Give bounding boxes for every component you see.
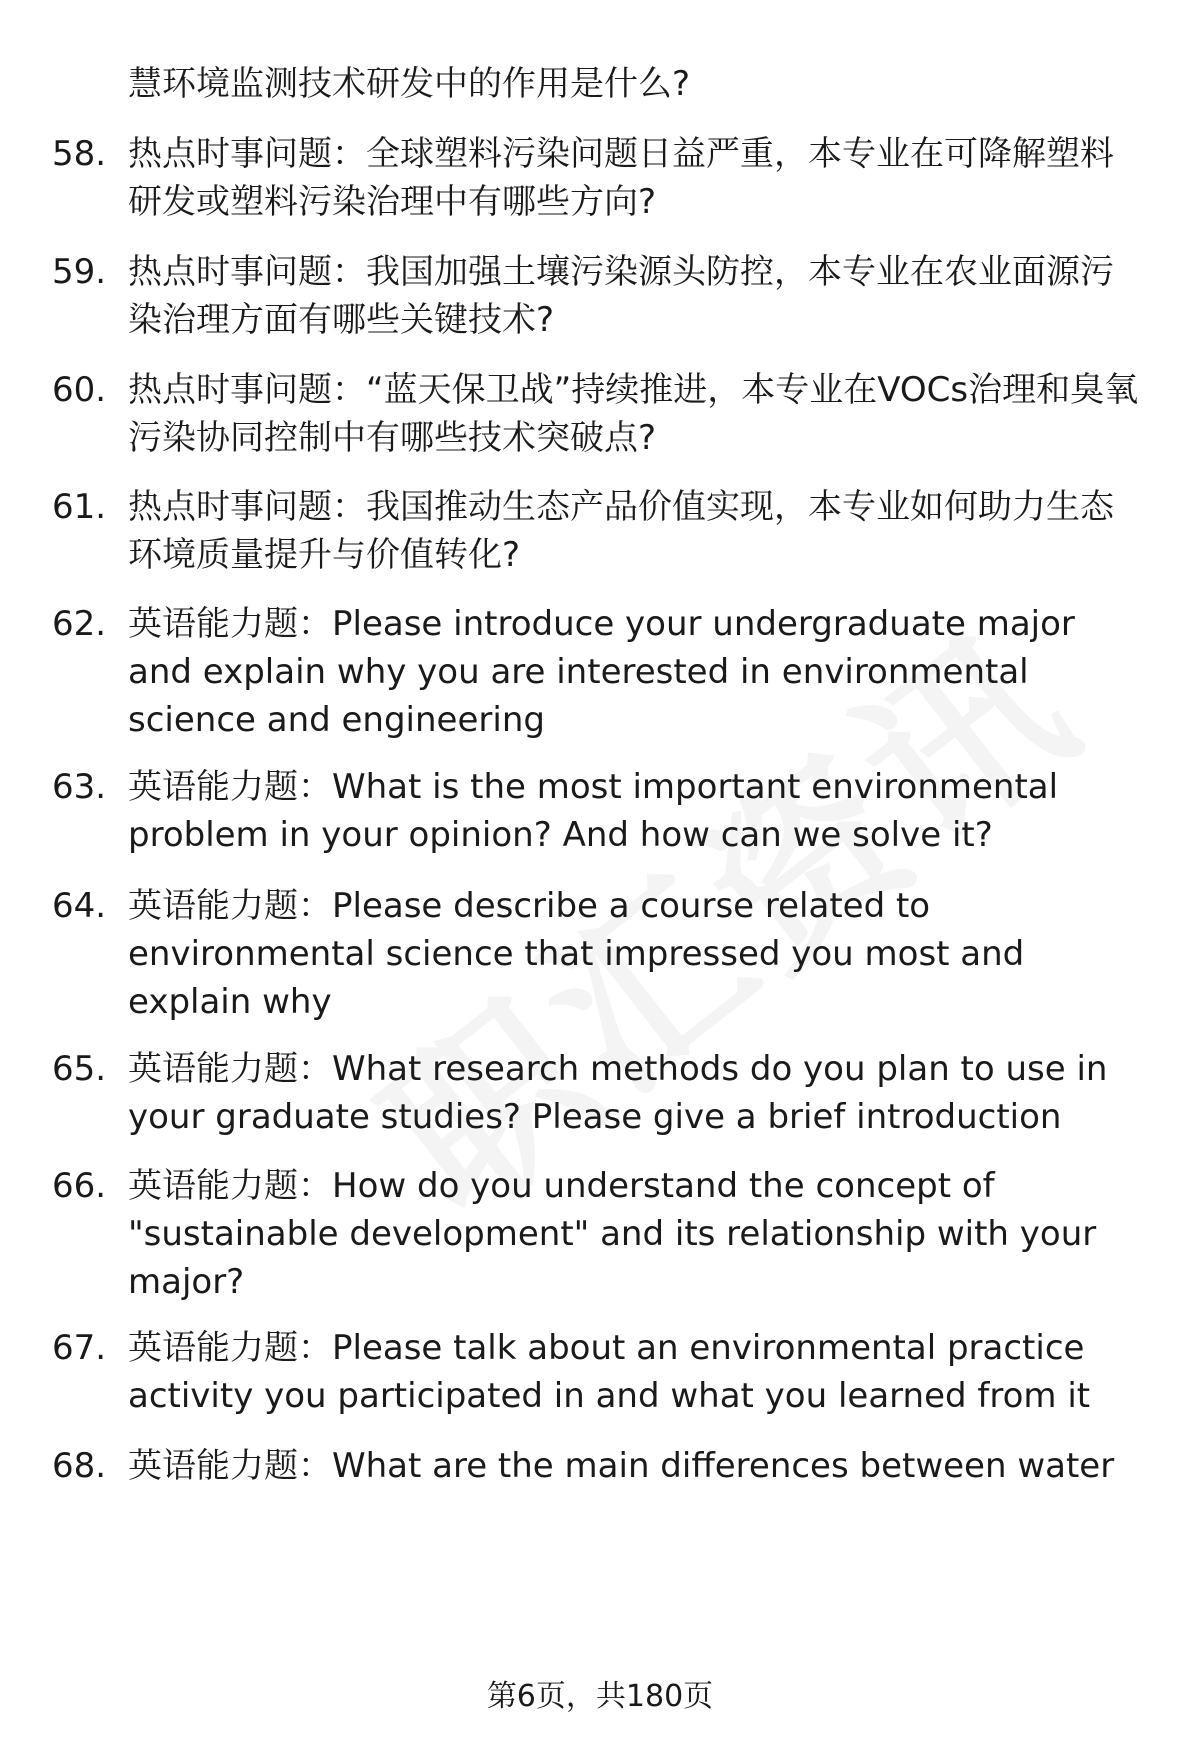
question-text: 英语能力题：What research methods do you plan to use in your graduate studies? Please give a brief introduction (128, 1049, 1108, 1137)
question-text: 英语能力题：Please describe a course related to environmental science that impressed you most and explain why (128, 886, 1025, 1022)
question-text: 英语能力题：What are the main differences between water (128, 1446, 1115, 1486)
question-number: 62. (52, 604, 107, 644)
question-number: 64. (52, 886, 107, 926)
question-number: 58. (52, 134, 107, 174)
question-text: 热点时事问题：“蓝天保卫战”持续推进，本专业在VOCs治理和臭氧污染协同控制中有哪些技术突破点? (128, 370, 1139, 458)
question-text: 英语能力题：Please introduce your undergraduate major and explain why you are interested in environmental science and engineering (128, 604, 1075, 740)
question-number: 61. (52, 487, 107, 527)
question-text: 英语能力题：How do you understand the concept of "sustainable development" and its relationship with your major? (128, 1166, 1097, 1302)
question-number: 68. (52, 1446, 107, 1486)
question-number: 65. (52, 1049, 107, 1089)
question-number: 67. (52, 1328, 107, 1368)
question-text: 英语能力题：Please talk about an environmental practice activity you participated in and what you learned from it (128, 1328, 1091, 1416)
question-text: 热点时事问题：我国推动生态产品价值实现，本专业如何助力生态环境质量提升与价值转化? (128, 487, 1114, 575)
question-text: 英语能力题：What is the most important environmental problem in your opinion? And how can we solve it? (128, 767, 1059, 855)
question-number: 59. (52, 252, 107, 292)
question-number: 60. (52, 370, 107, 410)
question-number: 66. (52, 1166, 107, 1206)
continued-question-text: 慧环境监测技术研发中的作用是什么? (128, 64, 691, 104)
question-number: 63. (52, 767, 107, 807)
question-text: 热点时事问题：我国加强土壤污染源头防控，本专业在农业面源污染治理方面有哪些关键技术? (128, 252, 1114, 340)
question-text: 热点时事问题：全球塑料污染问题日益严重，本专业在可降解塑料研发或塑料污染治理中有哪些方向? (128, 134, 1114, 222)
page-number-footer: 第6页，共180页 (486, 1679, 714, 1714)
